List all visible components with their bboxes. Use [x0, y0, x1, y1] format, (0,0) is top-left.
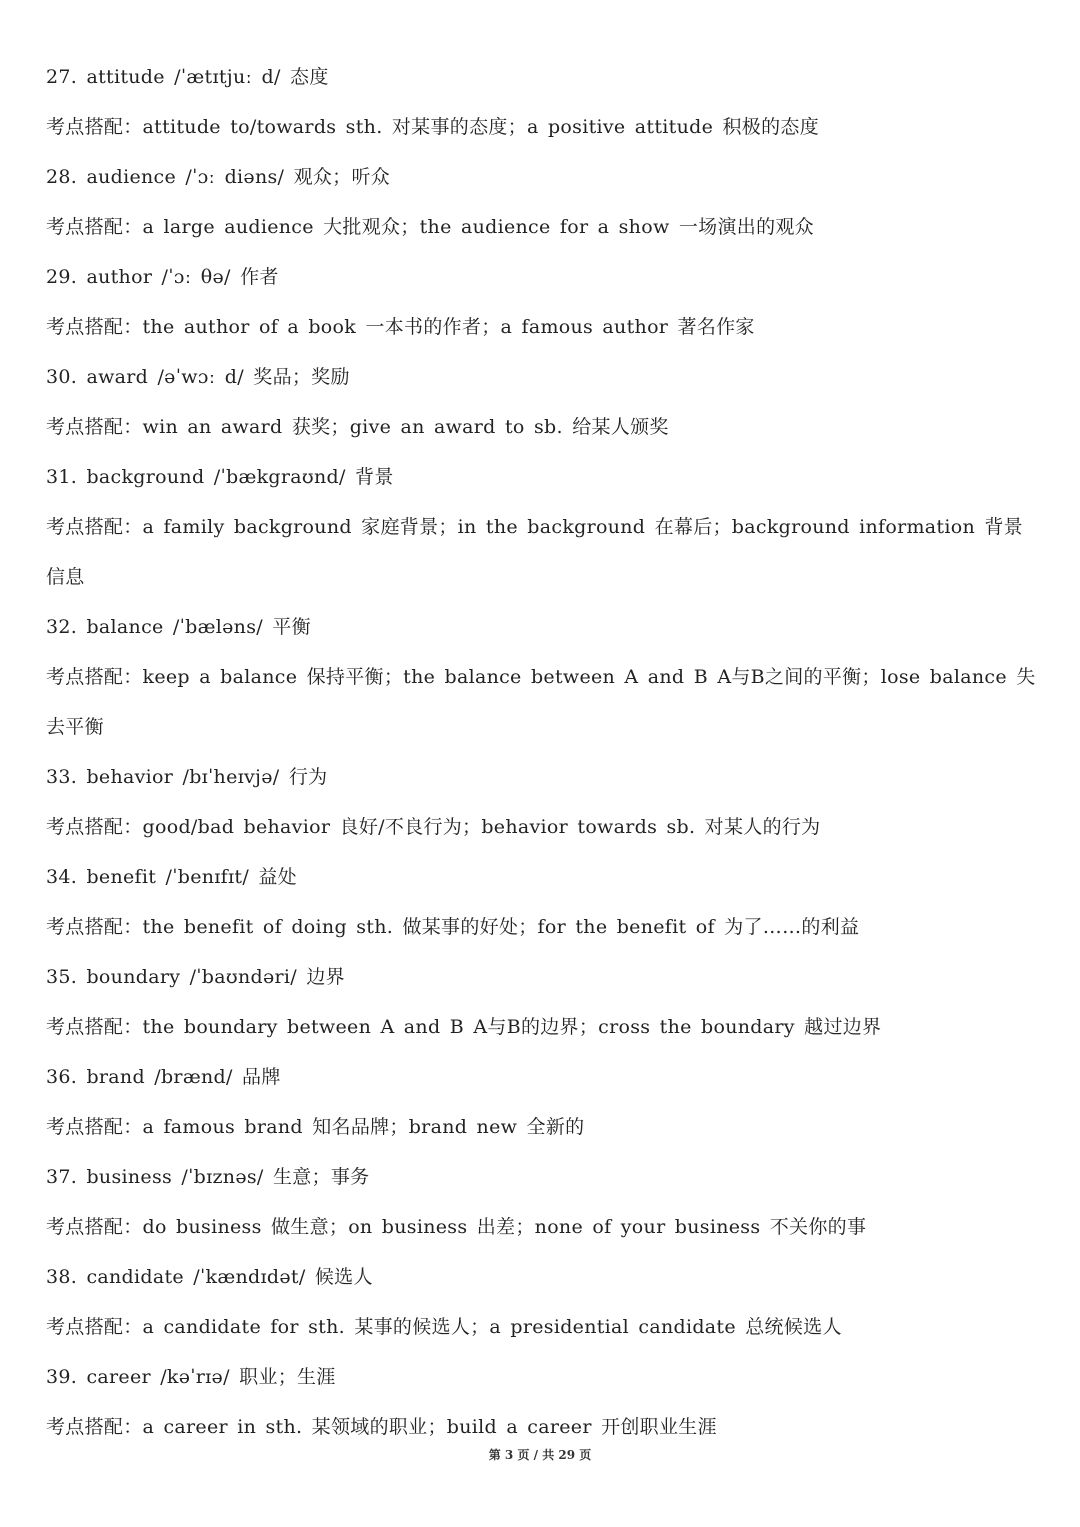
collocation-line: 考点搭配：attitude to/towards sth. 对某事的态度；a positive attitude 积极的态度 — [46, 116, 819, 138]
list-item — [46, 1152, 1036, 1252]
list-item — [46, 52, 1036, 152]
list-item — [46, 952, 1036, 1052]
list-item — [46, 602, 1036, 752]
collocation-line: 考点搭配：a famous brand 知名品牌；brand new 全新的 — [46, 1116, 585, 1138]
collocation-line: 考点搭配：do business 做生意；on business 出差；none of your business 不关你的事 — [46, 1216, 867, 1238]
word-entry: 30. award /əˈwɔː d/ 奖品；奖励 — [46, 366, 350, 388]
word-entry: 39. career /kəˈrɪə/ 职业；生涯 — [46, 1366, 336, 1388]
collocation-line: 考点搭配：the boundary between A and B A与B的边界；cross the boundary 越过边界 — [46, 1016, 882, 1038]
list-item — [46, 252, 1036, 352]
word-entry: 38. candidate /ˈkændɪdət/ 候选人 — [46, 1266, 373, 1288]
word-entry: 33. behavior /bɪˈheɪvjə/ 行为 — [46, 766, 328, 788]
word-entry: 37. business /ˈbɪznəs/ 生意；事务 — [46, 1166, 370, 1188]
collocation-line: 考点搭配：a large audience 大批观众；the audience for a show 一场演出的观众 — [46, 216, 814, 238]
collocation-line: 考点搭配：the author of a book 一本书的作者；a famous author 著名作家 — [46, 316, 755, 338]
list-item — [46, 852, 1036, 952]
collocation-line: 考点搭配：a career in sth. 某领域的职业；build a career 开创职业生涯 — [46, 1416, 717, 1438]
word-entry: 29. author /ˈɔː θə/ 作者 — [46, 266, 279, 288]
list-item — [46, 1352, 1036, 1452]
collocation-line: 考点搭配：good/bad behavior 良好/不良行为；behavior towards sb. 对某人的行为 — [46, 816, 821, 838]
word-entry: 31. background /ˈbækgraʊnd/ 背景 — [46, 466, 394, 488]
collocation-line: 考点搭配：win an award 获奖；give an award to sb. 给某人颁奖 — [46, 416, 669, 438]
collocation-line: 考点搭配：a candidate for sth. 某事的候选人；a presidential candidate 总统候选人 — [46, 1316, 842, 1338]
page-number: 第 3 页 / 共 29 页 — [488, 1448, 592, 1462]
word-entry: 34. benefit /ˈbenɪfɪt/ 益处 — [46, 866, 297, 888]
word-entry: 35. boundary /ˈbaʊndəri/ 边界 — [46, 966, 345, 988]
list-item — [46, 152, 1036, 252]
word-entry: 36. brand /brænd/ 品牌 — [46, 1066, 281, 1088]
collocation-line: 考点搭配：the benefit of doing sth. 做某事的好处；for the benefit of 为了……的利益 — [46, 916, 860, 938]
word-entry: 32. balance /ˈbæləns/ 平衡 — [46, 616, 311, 638]
collocation-line: 考点搭配：a family background 家庭背景；in the background 在幕后；background information 背景信息 — [46, 516, 1023, 588]
vocabulary-list — [46, 52, 1036, 1452]
word-entry: 28. audience /ˈɔː diəns/ 观众；听众 — [46, 166, 391, 188]
list-item — [46, 752, 1036, 852]
list-item — [46, 1252, 1036, 1352]
list-item — [46, 1052, 1036, 1152]
list-item — [46, 352, 1036, 452]
list-item — [46, 452, 1036, 602]
word-entry: 27. attitude /ˈætɪtjuː d/ 态度 — [46, 66, 329, 88]
collocation-line: 考点搭配：keep a balance 保持平衡；the balance between A and B A与B之间的平衡；lose balance 失去平衡 — [46, 666, 1036, 738]
